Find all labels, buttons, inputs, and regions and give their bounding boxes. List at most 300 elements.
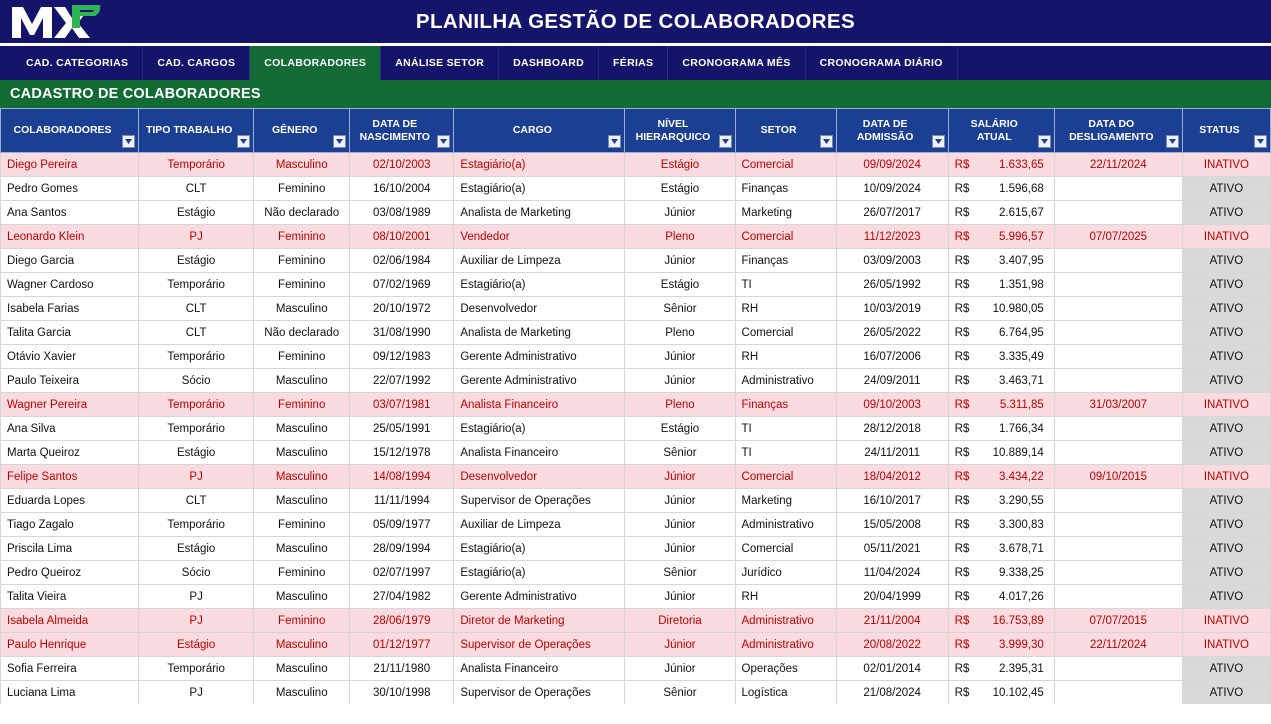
cell-data-admissao[interactable]: 05/11/2021 bbox=[836, 537, 948, 561]
status-badge[interactable]: INATIVO bbox=[1182, 633, 1270, 657]
table-row[interactable] bbox=[1, 321, 1271, 345]
cell-data-desligamento[interactable] bbox=[1054, 681, 1182, 705]
cell-data-admissao[interactable]: 09/10/2003 bbox=[836, 393, 948, 417]
filter-dropdown-icon[interactable] bbox=[719, 135, 732, 148]
status-badge[interactable]: ATIVO bbox=[1182, 321, 1270, 345]
table-row[interactable] bbox=[1, 297, 1271, 321]
cell-colaborador[interactable]: Diego Pereira bbox=[1, 153, 139, 177]
cell-nivel-hierarquico[interactable]: Júnior bbox=[625, 201, 735, 225]
cell-colaborador[interactable]: Paulo Teixeira bbox=[1, 369, 139, 393]
filter-dropdown-icon[interactable] bbox=[608, 135, 621, 148]
table-row[interactable] bbox=[1, 681, 1271, 705]
table-row[interactable] bbox=[1, 537, 1271, 561]
cell-tipo-trabalho[interactable]: Temporário bbox=[139, 417, 254, 441]
status-badge[interactable]: ATIVO bbox=[1182, 537, 1270, 561]
cell-data-nascimento[interactable]: 16/10/2004 bbox=[350, 177, 454, 201]
cell-colaborador[interactable]: Diego Garcia bbox=[1, 249, 139, 273]
cell-salario-atual[interactable] bbox=[948, 345, 1054, 369]
cell-data-nascimento[interactable]: 02/10/2003 bbox=[350, 153, 454, 177]
table-row[interactable] bbox=[1, 177, 1271, 201]
table-row[interactable] bbox=[1, 609, 1271, 633]
cell-colaborador[interactable]: Isabela Farias bbox=[1, 297, 139, 321]
cell-setor[interactable]: Operações bbox=[735, 657, 836, 681]
cell-genero[interactable]: Masculino bbox=[254, 489, 350, 513]
cell-colaborador[interactable]: Tiago Zagalo bbox=[1, 513, 139, 537]
cell-salario-atual[interactable] bbox=[948, 609, 1054, 633]
cell-genero[interactable]: Feminino bbox=[254, 513, 350, 537]
cell-nivel-hierarquico[interactable]: Júnior bbox=[625, 537, 735, 561]
table-row[interactable] bbox=[1, 273, 1271, 297]
cell-data-admissao[interactable]: 10/09/2024 bbox=[836, 177, 948, 201]
cell-setor[interactable]: RH bbox=[735, 585, 836, 609]
cell-data-nascimento[interactable]: 09/12/1983 bbox=[350, 345, 454, 369]
cell-salario-atual[interactable] bbox=[948, 393, 1054, 417]
cell-genero[interactable]: Feminino bbox=[254, 225, 350, 249]
cell-genero[interactable]: Masculino bbox=[254, 537, 350, 561]
cell-nivel-hierarquico[interactable]: Júnior bbox=[625, 465, 735, 489]
cell-tipo-trabalho[interactable]: CLT bbox=[139, 297, 254, 321]
cell-setor[interactable]: TI bbox=[735, 441, 836, 465]
cell-data-nascimento[interactable]: 31/08/1990 bbox=[350, 321, 454, 345]
cell-data-desligamento[interactable]: 07/07/2015 bbox=[1054, 609, 1182, 633]
table-row[interactable] bbox=[1, 369, 1271, 393]
salary-value: 10.102,45 bbox=[992, 686, 1044, 699]
cell-nivel-hierarquico[interactable]: Júnior bbox=[625, 633, 735, 657]
cell-genero[interactable]: Masculino bbox=[254, 153, 350, 177]
cell-data-desligamento[interactable]: 22/11/2024 bbox=[1054, 633, 1182, 657]
cell-data-desligamento[interactable] bbox=[1054, 537, 1182, 561]
cell-data-admissao[interactable]: 21/11/2004 bbox=[836, 609, 948, 633]
cell-data-nascimento[interactable]: 03/07/1981 bbox=[350, 393, 454, 417]
filter-dropdown-icon[interactable] bbox=[437, 135, 450, 148]
tab-dashboard[interactable]: DASHBOARD bbox=[499, 46, 599, 80]
table-row[interactable] bbox=[1, 345, 1271, 369]
cell-genero[interactable]: Feminino bbox=[254, 249, 350, 273]
cell-salario-atual[interactable] bbox=[948, 657, 1054, 681]
tab-cad-categorias[interactable]: CAD. CATEGORIAS bbox=[12, 46, 143, 80]
cell-genero[interactable]: Masculino bbox=[254, 585, 350, 609]
cell-data-desligamento[interactable] bbox=[1054, 321, 1182, 345]
status-badge[interactable]: ATIVO bbox=[1182, 369, 1270, 393]
cell-tipo-trabalho[interactable]: Temporário bbox=[139, 153, 254, 177]
filter-dropdown-icon[interactable] bbox=[122, 135, 135, 148]
cell-data-nascimento[interactable]: 14/08/1994 bbox=[350, 465, 454, 489]
cell-colaborador[interactable]: Paulo Henrique bbox=[1, 633, 139, 657]
cell-data-admissao[interactable]: 24/09/2011 bbox=[836, 369, 948, 393]
cell-salario-atual[interactable] bbox=[948, 561, 1054, 585]
tab-f-rias[interactable]: FÉRIAS bbox=[599, 46, 668, 80]
cell-genero[interactable]: Não declarado bbox=[254, 321, 350, 345]
cell-tipo-trabalho[interactable]: Temporário bbox=[139, 273, 254, 297]
cell-data-admissao[interactable]: 16/07/2006 bbox=[836, 345, 948, 369]
cell-tipo-trabalho[interactable]: Sócio bbox=[139, 369, 254, 393]
status-badge[interactable]: ATIVO bbox=[1182, 561, 1270, 585]
cell-data-desligamento[interactable] bbox=[1054, 657, 1182, 681]
cell-data-nascimento[interactable]: 25/05/1991 bbox=[350, 417, 454, 441]
cell-data-nascimento[interactable]: 11/11/1994 bbox=[350, 489, 454, 513]
cell-nivel-hierarquico[interactable]: Júnior bbox=[625, 249, 735, 273]
cell-tipo-trabalho[interactable]: Estágio bbox=[139, 537, 254, 561]
cell-data-nascimento[interactable]: 28/09/1994 bbox=[350, 537, 454, 561]
cell-data-desligamento[interactable] bbox=[1054, 489, 1182, 513]
salary-value: 3.290,55 bbox=[998, 494, 1044, 507]
table-row[interactable] bbox=[1, 657, 1271, 681]
status-badge[interactable]: ATIVO bbox=[1182, 249, 1270, 273]
status-badge[interactable]: INATIVO bbox=[1182, 225, 1270, 249]
status-badge[interactable]: ATIVO bbox=[1182, 201, 1270, 225]
cell-nivel-hierarquico[interactable]: Sênior bbox=[625, 297, 735, 321]
cell-salario-atual[interactable] bbox=[948, 273, 1054, 297]
cell-nivel-hierarquico[interactable]: Júnior bbox=[625, 585, 735, 609]
cell-salario-atual[interactable] bbox=[948, 417, 1054, 441]
cell-tipo-trabalho[interactable]: PJ bbox=[139, 465, 254, 489]
cell-data-admissao[interactable]: 20/08/2022 bbox=[836, 633, 948, 657]
table-row[interactable] bbox=[1, 561, 1271, 585]
status-badge[interactable]: ATIVO bbox=[1182, 273, 1270, 297]
table-row[interactable] bbox=[1, 489, 1271, 513]
cell-cargo[interactable]: Gerente Administrativo bbox=[454, 585, 625, 609]
table-row[interactable] bbox=[1, 417, 1271, 441]
cell-genero[interactable]: Masculino bbox=[254, 297, 350, 321]
cell-colaborador[interactable]: Otávio Xavier bbox=[1, 345, 139, 369]
cell-colaborador[interactable]: Wagner Cardoso bbox=[1, 273, 139, 297]
status-badge[interactable]: ATIVO bbox=[1182, 417, 1270, 441]
cell-salario-atual[interactable] bbox=[948, 177, 1054, 201]
cell-tipo-trabalho[interactable]: Estágio bbox=[139, 249, 254, 273]
status-badge[interactable]: ATIVO bbox=[1182, 489, 1270, 513]
cell-setor[interactable]: Administrativo bbox=[735, 609, 836, 633]
cell-data-nascimento[interactable]: 27/04/1982 bbox=[350, 585, 454, 609]
cell-nivel-hierarquico[interactable]: Sênior bbox=[625, 681, 735, 705]
cell-tipo-trabalho[interactable]: Sócio bbox=[139, 561, 254, 585]
cell-nivel-hierarquico[interactable]: Sênior bbox=[625, 561, 735, 585]
cell-colaborador[interactable]: Ana Silva bbox=[1, 417, 139, 441]
cell-salario-atual[interactable] bbox=[948, 153, 1054, 177]
cell-data-desligamento[interactable]: 22/11/2024 bbox=[1054, 153, 1182, 177]
cell-cargo[interactable]: Estagiário(a) bbox=[454, 537, 625, 561]
table-row[interactable] bbox=[1, 249, 1271, 273]
cell-data-admissao[interactable]: 09/09/2024 bbox=[836, 153, 948, 177]
cell-salario-atual[interactable] bbox=[948, 489, 1054, 513]
cell-data-nascimento[interactable]: 01/12/1977 bbox=[350, 633, 454, 657]
cell-tipo-trabalho[interactable]: CLT bbox=[139, 177, 254, 201]
cell-genero[interactable]: Feminino bbox=[254, 609, 350, 633]
cell-data-admissao[interactable]: 11/04/2024 bbox=[836, 561, 948, 585]
table-row[interactable] bbox=[1, 393, 1271, 417]
cell-colaborador[interactable]: Isabela Almeida bbox=[1, 609, 139, 633]
cell-tipo-trabalho[interactable]: CLT bbox=[139, 321, 254, 345]
cell-data-nascimento[interactable]: 22/07/1992 bbox=[350, 369, 454, 393]
cell-tipo-trabalho[interactable]: Temporário bbox=[139, 657, 254, 681]
cell-nivel-hierarquico[interactable]: Pleno bbox=[625, 393, 735, 417]
cell-salario-atual[interactable] bbox=[948, 465, 1054, 489]
filter-dropdown-icon[interactable] bbox=[1038, 135, 1051, 148]
cell-data-desligamento[interactable] bbox=[1054, 177, 1182, 201]
cell-setor[interactable]: TI bbox=[735, 273, 836, 297]
cell-genero[interactable]: Masculino bbox=[254, 681, 350, 705]
tab-an-lise-setor[interactable]: ANÁLISE SETOR bbox=[381, 46, 499, 80]
cell-colaborador[interactable]: Pedro Queiroz bbox=[1, 561, 139, 585]
cell-genero[interactable]: Feminino bbox=[254, 561, 350, 585]
status-badge[interactable]: INATIVO bbox=[1182, 393, 1270, 417]
cell-nivel-hierarquico[interactable]: Júnior bbox=[625, 657, 735, 681]
cell-salario-atual[interactable] bbox=[948, 681, 1054, 705]
cell-setor[interactable]: Comercial bbox=[735, 153, 836, 177]
cell-setor[interactable]: Marketing bbox=[735, 489, 836, 513]
cell-data-nascimento[interactable]: 15/12/1978 bbox=[350, 441, 454, 465]
cell-data-nascimento[interactable]: 30/10/1998 bbox=[350, 681, 454, 705]
cell-data-desligamento[interactable] bbox=[1054, 513, 1182, 537]
cell-data-desligamento[interactable] bbox=[1054, 297, 1182, 321]
cell-cargo[interactable]: Supervisor de Operações bbox=[454, 681, 625, 705]
tab-colaboradores[interactable]: COLABORADORES bbox=[250, 46, 381, 80]
status-badge[interactable]: INATIVO bbox=[1182, 153, 1270, 177]
cell-tipo-trabalho[interactable]: PJ bbox=[139, 609, 254, 633]
cell-cargo[interactable]: Desenvolvedor bbox=[454, 297, 625, 321]
cell-genero[interactable]: Feminino bbox=[254, 345, 350, 369]
salary-value: 1.766,34 bbox=[998, 422, 1044, 435]
table-row[interactable] bbox=[1, 153, 1271, 177]
cell-nivel-hierarquico[interactable]: Estágio bbox=[625, 153, 735, 177]
filter-dropdown-icon[interactable] bbox=[932, 135, 945, 148]
status-badge[interactable]: ATIVO bbox=[1182, 345, 1270, 369]
cell-genero[interactable]: Masculino bbox=[254, 417, 350, 441]
cell-data-desligamento[interactable] bbox=[1054, 441, 1182, 465]
cell-setor[interactable]: Administrativo bbox=[735, 513, 836, 537]
table-row[interactable] bbox=[1, 513, 1271, 537]
cell-colaborador[interactable]: Wagner Pereira bbox=[1, 393, 139, 417]
cell-data-nascimento[interactable]: 02/06/1984 bbox=[350, 249, 454, 273]
cell-data-desligamento[interactable] bbox=[1054, 585, 1182, 609]
cell-setor[interactable]: Finanças bbox=[735, 393, 836, 417]
cell-salario-atual[interactable] bbox=[948, 633, 1054, 657]
cell-genero[interactable]: Masculino bbox=[254, 657, 350, 681]
status-badge[interactable]: ATIVO bbox=[1182, 297, 1270, 321]
cell-cargo[interactable]: Estagiário(a) bbox=[454, 561, 625, 585]
cell-genero[interactable]: Masculino bbox=[254, 465, 350, 489]
cell-data-admissao[interactable]: 21/08/2024 bbox=[836, 681, 948, 705]
cell-cargo[interactable]: Analista de Marketing bbox=[454, 321, 625, 345]
cell-data-nascimento[interactable]: 02/07/1997 bbox=[350, 561, 454, 585]
cell-cargo[interactable]: Gerente Administrativo bbox=[454, 369, 625, 393]
cell-nivel-hierarquico[interactable]: Pleno bbox=[625, 321, 735, 345]
cell-tipo-trabalho[interactable]: Estágio bbox=[139, 633, 254, 657]
status-badge[interactable]: ATIVO bbox=[1182, 513, 1270, 537]
cell-data-desligamento[interactable]: 31/03/2007 bbox=[1054, 393, 1182, 417]
cell-colaborador[interactable]: Leonardo Klein bbox=[1, 225, 139, 249]
cell-setor[interactable]: Comercial bbox=[735, 225, 836, 249]
cell-cargo[interactable]: Estagiário(a) bbox=[454, 177, 625, 201]
cell-salario-atual[interactable] bbox=[948, 513, 1054, 537]
cell-cargo[interactable]: Estagiário(a) bbox=[454, 273, 625, 297]
tab-cronograma-m-s[interactable]: CRONOGRAMA MÊS bbox=[668, 46, 805, 80]
cell-data-nascimento[interactable]: 08/10/2001 bbox=[350, 225, 454, 249]
cell-data-admissao[interactable]: 18/04/2012 bbox=[836, 465, 948, 489]
cell-nivel-hierarquico[interactable]: Júnior bbox=[625, 345, 735, 369]
cell-cargo[interactable]: Diretor de Marketing bbox=[454, 609, 625, 633]
cell-genero[interactable]: Não declarado bbox=[254, 201, 350, 225]
cell-data-desligamento[interactable]: 07/07/2025 bbox=[1054, 225, 1182, 249]
cell-tipo-trabalho[interactable]: Estágio bbox=[139, 201, 254, 225]
cell-tipo-trabalho[interactable]: PJ bbox=[139, 225, 254, 249]
cell-cargo[interactable]: Gerente Administrativo bbox=[454, 345, 625, 369]
cell-colaborador[interactable]: Ana Santos bbox=[1, 201, 139, 225]
cell-salario-atual[interactable] bbox=[948, 249, 1054, 273]
cell-setor[interactable]: Administrativo bbox=[735, 633, 836, 657]
cell-colaborador[interactable]: Talita Vieira bbox=[1, 585, 139, 609]
cell-data-desligamento[interactable] bbox=[1054, 369, 1182, 393]
cell-cargo[interactable]: Auxiliar de Limpeza bbox=[454, 249, 625, 273]
cell-data-desligamento[interactable] bbox=[1054, 561, 1182, 585]
cell-data-admissao[interactable]: 15/05/2008 bbox=[836, 513, 948, 537]
cell-colaborador[interactable]: Felipe Santos bbox=[1, 465, 139, 489]
filter-dropdown-icon[interactable] bbox=[820, 135, 833, 148]
table-row[interactable] bbox=[1, 465, 1271, 489]
cell-setor[interactable]: Finanças bbox=[735, 177, 836, 201]
cell-salario-atual[interactable] bbox=[948, 201, 1054, 225]
column-header-0 bbox=[1, 109, 139, 153]
cell-genero[interactable]: Masculino bbox=[254, 369, 350, 393]
cell-tipo-trabalho[interactable]: PJ bbox=[139, 585, 254, 609]
cell-data-admissao[interactable]: 10/03/2019 bbox=[836, 297, 948, 321]
cell-data-admissao[interactable]: 24/11/2011 bbox=[836, 441, 948, 465]
cell-nivel-hierarquico[interactable]: Estágio bbox=[625, 273, 735, 297]
cell-genero[interactable]: Masculino bbox=[254, 441, 350, 465]
cell-data-nascimento[interactable]: 07/02/1969 bbox=[350, 273, 454, 297]
cell-cargo[interactable]: Analista Financeiro bbox=[454, 657, 625, 681]
cell-genero[interactable]: Feminino bbox=[254, 177, 350, 201]
status-badge[interactable]: ATIVO bbox=[1182, 585, 1270, 609]
cell-data-nascimento[interactable]: 28/06/1979 bbox=[350, 609, 454, 633]
cell-data-nascimento[interactable]: 20/10/1972 bbox=[350, 297, 454, 321]
cell-data-desligamento[interactable]: 09/10/2015 bbox=[1054, 465, 1182, 489]
cell-colaborador[interactable]: Luciana Lima bbox=[1, 681, 139, 705]
cell-colaborador[interactable]: Talita Garcia bbox=[1, 321, 139, 345]
cell-setor[interactable]: Comercial bbox=[735, 465, 836, 489]
cell-genero[interactable]: Feminino bbox=[254, 273, 350, 297]
cell-salario-atual[interactable] bbox=[948, 225, 1054, 249]
cell-setor[interactable]: Administrativo bbox=[735, 369, 836, 393]
cell-data-desligamento[interactable] bbox=[1054, 345, 1182, 369]
colaboradores-grid[interactable] bbox=[0, 108, 1271, 704]
cell-data-admissao[interactable]: 20/04/1999 bbox=[836, 585, 948, 609]
cell-cargo[interactable]: Estagiário(a) bbox=[454, 153, 625, 177]
cell-nivel-hierarquico[interactable]: Sênior bbox=[625, 441, 735, 465]
cell-cargo[interactable]: Desenvolvedor bbox=[454, 465, 625, 489]
cell-nivel-hierarquico[interactable]: Estágio bbox=[625, 417, 735, 441]
filter-dropdown-icon[interactable] bbox=[333, 135, 346, 148]
cell-data-admissao[interactable]: 03/09/2003 bbox=[836, 249, 948, 273]
cell-setor[interactable]: Marketing bbox=[735, 201, 836, 225]
cell-cargo[interactable]: Vendedor bbox=[454, 225, 625, 249]
status-badge[interactable]: ATIVO bbox=[1182, 177, 1270, 201]
cell-genero[interactable]: Masculino bbox=[254, 633, 350, 657]
cell-setor[interactable]: Logística bbox=[735, 681, 836, 705]
status-badge[interactable]: ATIVO bbox=[1182, 681, 1270, 705]
cell-salario-atual[interactable] bbox=[948, 369, 1054, 393]
cell-colaborador[interactable]: Sofia Ferreira bbox=[1, 657, 139, 681]
cell-colaborador[interactable]: Priscila Lima bbox=[1, 537, 139, 561]
cell-tipo-trabalho[interactable]: Temporário bbox=[139, 345, 254, 369]
cell-cargo[interactable]: Auxiliar de Limpeza bbox=[454, 513, 625, 537]
cell-nivel-hierarquico[interactable]: Júnior bbox=[625, 489, 735, 513]
cell-setor[interactable]: Finanças bbox=[735, 249, 836, 273]
tab-cad-cargos[interactable]: CAD. CARGOS bbox=[143, 46, 250, 80]
cell-data-admissao[interactable]: 26/05/2022 bbox=[836, 321, 948, 345]
cell-nivel-hierarquico[interactable]: Pleno bbox=[625, 225, 735, 249]
cell-salario-atual[interactable] bbox=[948, 297, 1054, 321]
status-badge[interactable]: ATIVO bbox=[1182, 441, 1270, 465]
cell-data-admissao[interactable]: 28/12/2018 bbox=[836, 417, 948, 441]
cell-cargo[interactable]: Estagiário(a) bbox=[454, 417, 625, 441]
cell-tipo-trabalho[interactable]: PJ bbox=[139, 681, 254, 705]
cell-cargo[interactable]: Analista de Marketing bbox=[454, 201, 625, 225]
cell-nivel-hierarquico[interactable]: Estágio bbox=[625, 177, 735, 201]
cell-data-admissao[interactable]: 11/12/2023 bbox=[836, 225, 948, 249]
cell-cargo[interactable]: Supervisor de Operações bbox=[454, 489, 625, 513]
filter-dropdown-icon[interactable] bbox=[1166, 135, 1179, 148]
cell-salario-atual[interactable] bbox=[948, 585, 1054, 609]
cell-data-nascimento[interactable]: 05/09/1977 bbox=[350, 513, 454, 537]
cell-setor[interactable]: Comercial bbox=[735, 321, 836, 345]
cell-cargo[interactable]: Analista Financeiro bbox=[454, 393, 625, 417]
cell-nivel-hierarquico[interactable]: Júnior bbox=[625, 369, 735, 393]
cell-colaborador[interactable]: Marta Queiroz bbox=[1, 441, 139, 465]
cell-cargo[interactable]: Supervisor de Operações bbox=[454, 633, 625, 657]
cell-salario-atual[interactable] bbox=[948, 441, 1054, 465]
filter-dropdown-icon[interactable] bbox=[237, 135, 250, 148]
cell-tipo-trabalho[interactable]: Estágio bbox=[139, 441, 254, 465]
cell-data-nascimento[interactable]: 03/08/1989 bbox=[350, 201, 454, 225]
cell-tipo-trabalho[interactable]: CLT bbox=[139, 489, 254, 513]
cell-data-desligamento[interactable] bbox=[1054, 417, 1182, 441]
cell-data-desligamento[interactable] bbox=[1054, 273, 1182, 297]
cell-data-nascimento[interactable]: 21/11/1980 bbox=[350, 657, 454, 681]
cell-setor[interactable]: Jurídico bbox=[735, 561, 836, 585]
cell-setor[interactable]: Comercial bbox=[735, 537, 836, 561]
table-row[interactable] bbox=[1, 225, 1271, 249]
cell-data-desligamento[interactable] bbox=[1054, 201, 1182, 225]
cell-colaborador[interactable]: Eduarda Lopes bbox=[1, 489, 139, 513]
cell-data-admissao[interactable]: 02/01/2014 bbox=[836, 657, 948, 681]
cell-tipo-trabalho[interactable]: Temporário bbox=[139, 513, 254, 537]
tab-cronograma-di-rio[interactable]: CRONOGRAMA DIÁRIO bbox=[806, 46, 958, 80]
status-badge[interactable]: INATIVO bbox=[1182, 609, 1270, 633]
cell-setor[interactable]: RH bbox=[735, 345, 836, 369]
cell-cargo[interactable]: Analista Financeiro bbox=[454, 441, 625, 465]
status-badge[interactable]: ATIVO bbox=[1182, 657, 1270, 681]
cell-data-desligamento[interactable] bbox=[1054, 249, 1182, 273]
cell-salario-atual[interactable] bbox=[948, 321, 1054, 345]
cell-setor[interactable]: TI bbox=[735, 417, 836, 441]
table-row[interactable] bbox=[1, 441, 1271, 465]
cell-data-admissao[interactable]: 26/05/1992 bbox=[836, 273, 948, 297]
status-badge[interactable]: INATIVO bbox=[1182, 465, 1270, 489]
cell-setor[interactable]: RH bbox=[735, 297, 836, 321]
cell-colaborador[interactable]: Pedro Gomes bbox=[1, 177, 139, 201]
cell-nivel-hierarquico[interactable]: Diretoria bbox=[625, 609, 735, 633]
cell-tipo-trabalho[interactable]: Temporário bbox=[139, 393, 254, 417]
cell-data-admissao[interactable]: 26/07/2017 bbox=[836, 201, 948, 225]
cell-data-admissao[interactable]: 16/10/2017 bbox=[836, 489, 948, 513]
cell-genero[interactable]: Feminino bbox=[254, 393, 350, 417]
cell-nivel-hierarquico[interactable]: Júnior bbox=[625, 513, 735, 537]
table-row[interactable] bbox=[1, 585, 1271, 609]
filter-dropdown-icon[interactable] bbox=[1254, 135, 1267, 148]
table-row[interactable] bbox=[1, 201, 1271, 225]
cell-salario-atual[interactable] bbox=[948, 537, 1054, 561]
table-row[interactable] bbox=[1, 633, 1271, 657]
